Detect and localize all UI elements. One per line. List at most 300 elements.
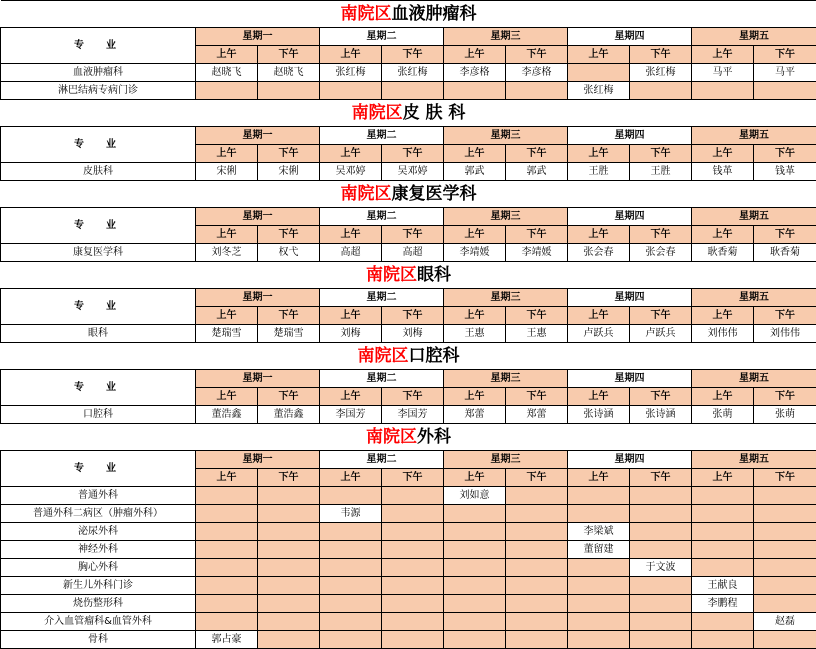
weekday-header: 星期二 bbox=[320, 451, 444, 469]
doctor-cell bbox=[258, 541, 320, 559]
doctor-cell: 李靖媛 bbox=[444, 244, 506, 262]
weekday-header: 星期五 bbox=[692, 28, 816, 46]
am-header: 上午 bbox=[444, 469, 506, 487]
doctor-cell: 刘梅 bbox=[320, 325, 382, 343]
table-row bbox=[1, 505, 816, 523]
doctor-cell bbox=[196, 577, 258, 595]
doctor-cell: 李靖媛 bbox=[506, 244, 568, 262]
department-name: 普通外科 bbox=[1, 487, 196, 505]
doctor-cell: 赵磊 bbox=[754, 613, 816, 631]
doctor-cell bbox=[196, 505, 258, 523]
weekday-header: 星期三 bbox=[444, 451, 568, 469]
department-name: 淋巴结病专病门诊 bbox=[1, 82, 196, 100]
section-title-row bbox=[1, 100, 816, 127]
doctor-cell bbox=[630, 487, 692, 505]
doctor-cell bbox=[630, 595, 692, 613]
doctor-cell bbox=[444, 577, 506, 595]
doctor-cell bbox=[382, 613, 444, 631]
table-row bbox=[1, 523, 816, 541]
campus-label: 南院区 bbox=[341, 184, 392, 204]
doctor-cell bbox=[382, 541, 444, 559]
doctor-cell: 韦源 bbox=[320, 505, 382, 523]
am-header: 上午 bbox=[444, 388, 506, 406]
doctor-cell: 吴邓婷 bbox=[382, 163, 444, 181]
doctor-cell bbox=[444, 595, 506, 613]
am-header: 上午 bbox=[196, 307, 258, 325]
am-header: 上午 bbox=[196, 469, 258, 487]
weekday-header: 星期一 bbox=[196, 451, 320, 469]
weekday-header: 星期三 bbox=[444, 208, 568, 226]
doctor-cell bbox=[692, 82, 754, 100]
doctor-cell: 刘如意 bbox=[444, 487, 506, 505]
table-row bbox=[1, 244, 816, 262]
pm-header: 下午 bbox=[258, 307, 320, 325]
specialty-header: 专 业 bbox=[1, 127, 196, 163]
department-name: 烧伤整形科 bbox=[1, 595, 196, 613]
pm-header: 下午 bbox=[754, 226, 816, 244]
pm-header: 下午 bbox=[382, 307, 444, 325]
doctor-cell: 吴邓婷 bbox=[320, 163, 382, 181]
doctor-cell bbox=[506, 613, 568, 631]
doctor-cell: 李彦格 bbox=[506, 64, 568, 82]
pm-header: 下午 bbox=[258, 226, 320, 244]
doctor-cell: 高超 bbox=[320, 244, 382, 262]
weekday-header: 星期五 bbox=[692, 370, 816, 388]
pm-header: 下午 bbox=[506, 307, 568, 325]
doctor-cell bbox=[196, 82, 258, 100]
doctor-cell bbox=[258, 82, 320, 100]
doctor-cell bbox=[444, 541, 506, 559]
doctor-cell bbox=[196, 613, 258, 631]
doctor-cell: 李彦格 bbox=[444, 64, 506, 82]
weekday-header-row bbox=[1, 127, 816, 145]
am-header: 上午 bbox=[692, 226, 754, 244]
doctor-cell bbox=[258, 631, 320, 649]
doctor-cell bbox=[506, 559, 568, 577]
table-row bbox=[1, 487, 816, 505]
pm-header: 下午 bbox=[630, 145, 692, 163]
doctor-cell bbox=[692, 523, 754, 541]
doctor-cell: 张红梅 bbox=[382, 64, 444, 82]
am-header: 上午 bbox=[320, 145, 382, 163]
pm-header: 下午 bbox=[258, 145, 320, 163]
pm-header: 下午 bbox=[754, 46, 816, 64]
doctor-cell bbox=[506, 505, 568, 523]
doctor-cell bbox=[382, 82, 444, 100]
doctor-cell bbox=[320, 559, 382, 577]
pm-header: 下午 bbox=[754, 469, 816, 487]
doctor-cell bbox=[754, 82, 816, 100]
doctor-cell: 王胜 bbox=[568, 163, 630, 181]
doctor-cell: 郭武 bbox=[444, 163, 506, 181]
doctor-cell bbox=[630, 631, 692, 649]
doctor-cell bbox=[196, 487, 258, 505]
doctor-cell bbox=[382, 595, 444, 613]
doctor-cell bbox=[196, 595, 258, 613]
pm-header: 下午 bbox=[258, 388, 320, 406]
am-header: 上午 bbox=[444, 145, 506, 163]
section-title-row bbox=[1, 262, 816, 289]
weekday-header: 星期一 bbox=[196, 127, 320, 145]
doctor-cell bbox=[506, 631, 568, 649]
department-name: 神经外科 bbox=[1, 541, 196, 559]
weekday-header: 星期四 bbox=[568, 127, 692, 145]
doctor-cell bbox=[754, 577, 816, 595]
pm-header: 下午 bbox=[506, 145, 568, 163]
doctor-cell: 刘冬芝 bbox=[196, 244, 258, 262]
doctor-cell bbox=[630, 577, 692, 595]
am-header: 上午 bbox=[196, 388, 258, 406]
doctor-cell bbox=[692, 541, 754, 559]
doctor-cell bbox=[444, 523, 506, 541]
doctor-cell bbox=[506, 577, 568, 595]
am-header: 上午 bbox=[568, 469, 630, 487]
department-name: 皮肤科 bbox=[1, 163, 196, 181]
section-title bbox=[1, 424, 816, 451]
am-header: 上午 bbox=[196, 145, 258, 163]
weekday-header-row bbox=[1, 370, 816, 388]
am-header: 上午 bbox=[320, 46, 382, 64]
pm-header: 下午 bbox=[506, 388, 568, 406]
am-header: 上午 bbox=[568, 226, 630, 244]
doctor-cell: 马平 bbox=[754, 64, 816, 82]
weekday-header: 星期二 bbox=[320, 28, 444, 46]
doctor-cell: 刘梅 bbox=[382, 325, 444, 343]
doctor-cell bbox=[630, 541, 692, 559]
section-title bbox=[1, 181, 816, 208]
doctor-cell bbox=[196, 559, 258, 577]
doctor-cell: 张萌 bbox=[692, 406, 754, 424]
pm-header: 下午 bbox=[506, 46, 568, 64]
department-title: 眼科 bbox=[417, 265, 451, 285]
department-name: 血液肿瘤科 bbox=[1, 64, 196, 82]
doctor-cell bbox=[382, 631, 444, 649]
weekday-header: 星期五 bbox=[692, 451, 816, 469]
department-title: 血液肿瘤科 bbox=[392, 4, 477, 24]
am-header: 上午 bbox=[568, 307, 630, 325]
section-title-row bbox=[1, 181, 816, 208]
department-name: 口腔科 bbox=[1, 406, 196, 424]
doctor-cell: 张红梅 bbox=[320, 64, 382, 82]
pm-header: 下午 bbox=[258, 469, 320, 487]
pm-header: 下午 bbox=[630, 388, 692, 406]
table-row bbox=[1, 559, 816, 577]
doctor-cell bbox=[382, 559, 444, 577]
doctor-cell: 于文波 bbox=[630, 559, 692, 577]
doctor-cell bbox=[382, 523, 444, 541]
table-row bbox=[1, 325, 816, 343]
weekday-header: 星期二 bbox=[320, 289, 444, 307]
doctor-cell: 钱革 bbox=[692, 163, 754, 181]
doctor-cell: 楚瑞雪 bbox=[196, 325, 258, 343]
doctor-cell bbox=[692, 487, 754, 505]
table-row bbox=[1, 64, 816, 82]
doctor-cell bbox=[320, 613, 382, 631]
doctor-cell: 张红梅 bbox=[630, 64, 692, 82]
am-header: 上午 bbox=[692, 469, 754, 487]
section-title bbox=[1, 343, 816, 370]
doctor-cell: 赵晓飞 bbox=[258, 64, 320, 82]
section-title-row bbox=[1, 343, 816, 370]
section-title-row bbox=[1, 1, 816, 28]
department-name: 泌尿外科 bbox=[1, 523, 196, 541]
doctor-cell bbox=[320, 541, 382, 559]
doctor-cell bbox=[568, 577, 630, 595]
doctor-cell bbox=[258, 613, 320, 631]
table-row bbox=[1, 406, 816, 424]
doctor-cell: 宋俐 bbox=[258, 163, 320, 181]
doctor-cell: 张会春 bbox=[568, 244, 630, 262]
doctor-cell: 张诗涵 bbox=[630, 406, 692, 424]
weekday-header-row bbox=[1, 451, 816, 469]
doctor-cell: 刘伟伟 bbox=[692, 325, 754, 343]
am-header: 上午 bbox=[196, 46, 258, 64]
pm-header: 下午 bbox=[382, 46, 444, 64]
am-header: 上午 bbox=[320, 388, 382, 406]
section-title bbox=[1, 262, 816, 289]
doctor-cell bbox=[320, 577, 382, 595]
department-name: 骨科 bbox=[1, 631, 196, 649]
weekday-header: 星期二 bbox=[320, 208, 444, 226]
table-row bbox=[1, 631, 816, 649]
doctor-cell: 耿香菊 bbox=[754, 244, 816, 262]
doctor-cell bbox=[196, 541, 258, 559]
am-header: 上午 bbox=[320, 226, 382, 244]
doctor-cell bbox=[382, 487, 444, 505]
specialty-header: 专 业 bbox=[1, 451, 196, 487]
specialty-header: 专 业 bbox=[1, 208, 196, 244]
am-header: 上午 bbox=[444, 226, 506, 244]
weekday-header-row bbox=[1, 289, 816, 307]
doctor-cell bbox=[444, 505, 506, 523]
campus-label: 南院区 bbox=[358, 346, 409, 366]
campus-label: 南院区 bbox=[352, 103, 403, 123]
doctor-cell bbox=[754, 595, 816, 613]
doctor-cell bbox=[320, 82, 382, 100]
doctor-cell: 李梁斌 bbox=[568, 523, 630, 541]
doctor-cell: 董浩鑫 bbox=[196, 406, 258, 424]
doctor-cell bbox=[754, 559, 816, 577]
weekday-header: 星期四 bbox=[568, 370, 692, 388]
pm-header: 下午 bbox=[506, 226, 568, 244]
doctor-cell bbox=[258, 523, 320, 541]
department-title: 康复医学科 bbox=[392, 184, 477, 204]
doctor-cell: 卢跃兵 bbox=[630, 325, 692, 343]
doctor-cell: 张诗涵 bbox=[568, 406, 630, 424]
doctor-cell: 楚瑞雪 bbox=[258, 325, 320, 343]
pm-header: 下午 bbox=[754, 145, 816, 163]
pm-header: 下午 bbox=[630, 307, 692, 325]
doctor-cell: 张萌 bbox=[754, 406, 816, 424]
doctor-cell: 李鹏程 bbox=[692, 595, 754, 613]
table-row bbox=[1, 613, 816, 631]
doctor-cell bbox=[754, 487, 816, 505]
doctor-cell: 马平 bbox=[692, 64, 754, 82]
specialty-header: 专 业 bbox=[1, 289, 196, 325]
section-title bbox=[1, 1, 816, 28]
table-row bbox=[1, 595, 816, 613]
doctor-cell: 郭武 bbox=[506, 163, 568, 181]
doctor-cell bbox=[630, 523, 692, 541]
doctor-cell: 宋俐 bbox=[196, 163, 258, 181]
doctor-cell: 郭占豪 bbox=[196, 631, 258, 649]
doctor-cell bbox=[692, 631, 754, 649]
doctor-cell bbox=[568, 595, 630, 613]
department-name: 新生儿外科门诊 bbox=[1, 577, 196, 595]
am-header: 上午 bbox=[320, 307, 382, 325]
department-name: 介入血管瘤科&血管外科 bbox=[1, 613, 196, 631]
am-header: 上午 bbox=[444, 307, 506, 325]
am-header: 上午 bbox=[568, 145, 630, 163]
doctor-cell bbox=[630, 82, 692, 100]
am-header: 上午 bbox=[568, 388, 630, 406]
am-header: 上午 bbox=[692, 46, 754, 64]
doctor-cell bbox=[382, 505, 444, 523]
weekday-header: 星期二 bbox=[320, 127, 444, 145]
doctor-cell bbox=[320, 595, 382, 613]
doctor-cell: 张会春 bbox=[630, 244, 692, 262]
weekday-header: 星期三 bbox=[444, 127, 568, 145]
weekday-header: 星期四 bbox=[568, 451, 692, 469]
doctor-cell: 耿香菊 bbox=[692, 244, 754, 262]
doctor-cell bbox=[568, 64, 630, 82]
doctor-cell bbox=[320, 523, 382, 541]
doctor-cell: 王献良 bbox=[692, 577, 754, 595]
weekday-header: 星期二 bbox=[320, 370, 444, 388]
doctor-cell bbox=[258, 577, 320, 595]
doctor-cell: 卢跃兵 bbox=[568, 325, 630, 343]
am-header: 上午 bbox=[692, 388, 754, 406]
table-row bbox=[1, 541, 816, 559]
doctor-cell bbox=[568, 487, 630, 505]
doctor-cell bbox=[506, 595, 568, 613]
table-row bbox=[1, 163, 816, 181]
doctor-cell bbox=[630, 613, 692, 631]
am-header: 上午 bbox=[692, 145, 754, 163]
doctor-cell bbox=[754, 505, 816, 523]
campus-label: 南院区 bbox=[341, 4, 392, 24]
pm-header: 下午 bbox=[382, 469, 444, 487]
am-header: 上午 bbox=[692, 307, 754, 325]
weekday-header: 星期四 bbox=[568, 28, 692, 46]
doctor-cell: 权弋 bbox=[258, 244, 320, 262]
department-name: 胸心外科 bbox=[1, 559, 196, 577]
department-title: 口腔科 bbox=[409, 346, 460, 366]
weekday-header: 星期五 bbox=[692, 289, 816, 307]
doctor-cell bbox=[754, 631, 816, 649]
weekday-header: 星期四 bbox=[568, 208, 692, 226]
weekday-header-row bbox=[1, 208, 816, 226]
doctor-cell: 王惠 bbox=[444, 325, 506, 343]
weekday-header: 星期一 bbox=[196, 289, 320, 307]
am-header: 上午 bbox=[320, 469, 382, 487]
doctor-cell bbox=[258, 559, 320, 577]
pm-header: 下午 bbox=[382, 388, 444, 406]
doctor-cell bbox=[506, 82, 568, 100]
specialty-header: 专 业 bbox=[1, 28, 196, 64]
pm-header: 下午 bbox=[382, 145, 444, 163]
doctor-cell bbox=[320, 487, 382, 505]
doctor-cell bbox=[382, 577, 444, 595]
doctor-cell: 钱革 bbox=[754, 163, 816, 181]
am-header: 上午 bbox=[568, 46, 630, 64]
section-title bbox=[1, 100, 816, 127]
doctor-cell: 郑蕾 bbox=[506, 406, 568, 424]
table-row bbox=[1, 82, 816, 100]
doctor-cell bbox=[568, 613, 630, 631]
doctor-cell bbox=[692, 613, 754, 631]
doctor-cell bbox=[692, 559, 754, 577]
campus-label: 南院区 bbox=[366, 265, 417, 285]
pm-header: 下午 bbox=[258, 46, 320, 64]
weekday-header: 星期一 bbox=[196, 208, 320, 226]
doctor-cell bbox=[506, 487, 568, 505]
doctor-cell bbox=[506, 541, 568, 559]
pm-header: 下午 bbox=[630, 469, 692, 487]
doctor-cell bbox=[630, 505, 692, 523]
doctor-cell: 王胜 bbox=[630, 163, 692, 181]
doctor-cell: 高超 bbox=[382, 244, 444, 262]
campus-label: 南院区 bbox=[366, 427, 417, 447]
doctor-cell: 李国芳 bbox=[320, 406, 382, 424]
doctor-cell bbox=[568, 559, 630, 577]
doctor-cell bbox=[444, 613, 506, 631]
doctor-cell bbox=[258, 505, 320, 523]
doctor-cell bbox=[444, 82, 506, 100]
weekday-header: 星期三 bbox=[444, 370, 568, 388]
table-row bbox=[1, 577, 816, 595]
doctor-cell: 刘伟伟 bbox=[754, 325, 816, 343]
doctor-cell: 董留建 bbox=[568, 541, 630, 559]
weekday-header: 星期三 bbox=[444, 28, 568, 46]
doctor-cell: 李国芳 bbox=[382, 406, 444, 424]
doctor-cell bbox=[754, 541, 816, 559]
pm-header: 下午 bbox=[630, 46, 692, 64]
doctor-cell bbox=[258, 487, 320, 505]
pm-header: 下午 bbox=[506, 469, 568, 487]
weekday-header: 星期五 bbox=[692, 208, 816, 226]
doctor-cell: 张红梅 bbox=[568, 82, 630, 100]
pm-header: 下午 bbox=[382, 226, 444, 244]
doctor-cell bbox=[444, 559, 506, 577]
weekday-header: 星期五 bbox=[692, 127, 816, 145]
doctor-cell bbox=[568, 505, 630, 523]
weekday-header: 星期四 bbox=[568, 289, 692, 307]
pm-header: 下午 bbox=[754, 307, 816, 325]
doctor-cell: 赵晓飞 bbox=[196, 64, 258, 82]
pm-header: 下午 bbox=[630, 226, 692, 244]
doctor-cell: 董浩鑫 bbox=[258, 406, 320, 424]
weekday-header: 星期三 bbox=[444, 289, 568, 307]
doctor-cell bbox=[196, 523, 258, 541]
department-title: 外科 bbox=[417, 427, 451, 447]
doctor-cell bbox=[568, 631, 630, 649]
department-name: 康复医学科 bbox=[1, 244, 196, 262]
doctor-cell: 郑蕾 bbox=[444, 406, 506, 424]
am-header: 上午 bbox=[444, 46, 506, 64]
section-title-row bbox=[1, 424, 816, 451]
weekday-header: 星期一 bbox=[196, 370, 320, 388]
doctor-cell bbox=[258, 595, 320, 613]
pm-header: 下午 bbox=[754, 388, 816, 406]
doctor-cell: 王惠 bbox=[506, 325, 568, 343]
weekday-header-row bbox=[1, 28, 816, 46]
doctor-cell bbox=[444, 631, 506, 649]
doctor-cell bbox=[754, 523, 816, 541]
department-title: 皮 肤 科 bbox=[403, 103, 466, 123]
department-name: 眼科 bbox=[1, 325, 196, 343]
doctor-cell bbox=[692, 505, 754, 523]
